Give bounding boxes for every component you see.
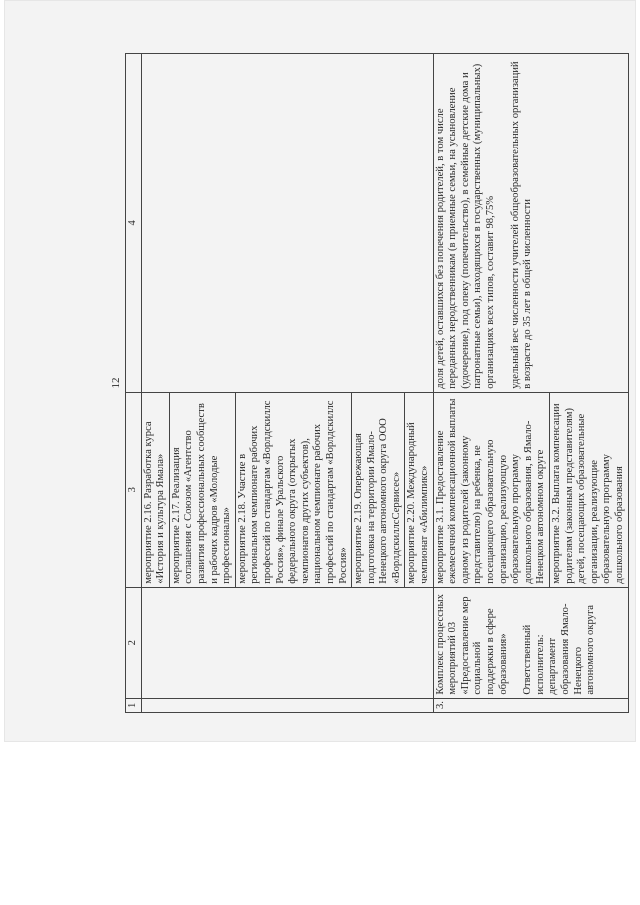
- table-row: [433, 54, 549, 713]
- indicator-orphans: доля детей, оставшихся без попечения родителей, в том числе переданных неродственникам (в приемные семьи, на усыновление (удочерение), под опеку (попечительство), в семейные детские дома и патронатные семьи), находящихся в государственных (муниципальных) организациях всех типов, составит 98,75%: [434, 63, 497, 389]
- indicators-cell: [433, 54, 628, 393]
- spacer: [510, 591, 522, 695]
- complex-title: Комплекс процессных мероприятий 03 «Предоставление мер социальной поддержки в сфере образования»: [434, 594, 509, 695]
- header-col-4: 4: [126, 54, 142, 393]
- header-col-1: 1: [126, 698, 142, 712]
- cell-empty: [141, 698, 433, 712]
- responsible-executor: Ответственный исполнитель: департамент образования Ямало-Ненецкого автономного округа: [522, 603, 597, 695]
- page-number: 12: [110, 377, 122, 389]
- table-header-row: [126, 54, 142, 713]
- measure-3-2: мероприятие 3.2. Выплата компенсации родителям (законным представителям) детей, посещающих образовательные организации, реализующие образовательную программу дошкольного образования: [550, 392, 629, 587]
- spacer: [498, 57, 510, 389]
- cell-empty: [141, 587, 433, 698]
- measures-table: [125, 53, 629, 713]
- rotated-content: [100, 53, 640, 713]
- header-col-2: 2: [126, 587, 142, 698]
- row-number: 3.: [433, 698, 628, 712]
- measure-3-1: мероприятие 3.1. Предоставление ежемесячной компенсационной выплаты одному из родителей (законному представителю) на ребенка, не посещающего образовательную организацию, реализующую образовательную программу дошкольного образования, в Ямало-Ненецком автономном округе: [433, 392, 549, 587]
- measure-2-18: мероприятие 2.18. Участие в региональном чемпионате рабочих профессий по стандартам «Ворлдскиллс Россия», финале Уральского федерального округа (открытых чемпионатов других субъектов), национальном чемпионате рабочих профессий по стандартам «Ворлдскиллс Россия»: [235, 392, 351, 587]
- measure-2-19: мероприятие 2.19. Опережающая подготовка на территории Ямало-Ненецкого автономного округа ООО «ВорлдскиллсСервисес»: [352, 392, 405, 587]
- header-col-3: 3: [126, 392, 142, 587]
- measure-2-20: мероприятие 2.20. Международный чемпионат «Абилимпикс»: [405, 392, 433, 587]
- indicator-young-teachers: удельный вес численности учителей общеобразовательных организаций в возрасте до 35 лет в общей численности: [509, 61, 534, 389]
- cell-empty: [141, 54, 433, 393]
- table-row: [141, 54, 169, 713]
- scanned-sheet: [4, 0, 636, 742]
- measure-2-17: мероприятие 2.17. Реализация соглашения с Союзом «Агентство развития профессиональных сообществ и рабочих кадров «Молодые профессионалы»: [169, 392, 235, 587]
- complex-description: [433, 587, 628, 698]
- measure-2-16: мероприятие 2.16. Разработка курса «История и культура Ямала»: [141, 392, 169, 587]
